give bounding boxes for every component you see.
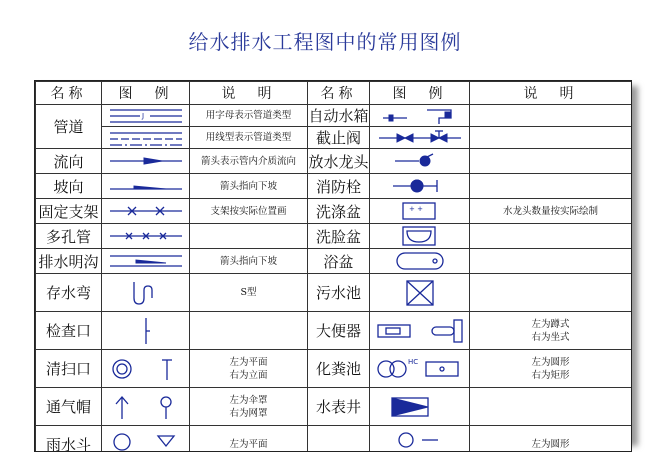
table-row (36, 312, 632, 350)
vent-cap-icon (102, 388, 190, 426)
desc-meter-well (470, 388, 632, 426)
meter-well-icon (370, 388, 470, 426)
sewage-basin-icon (370, 274, 470, 312)
page-title: 给水排水工程图中的常用图例 (0, 26, 650, 55)
name-perforated-pipe: 多孔管 (36, 224, 102, 249)
septic-tank-icon (370, 350, 470, 388)
table-row (36, 274, 632, 312)
name-slope: 坡向 (36, 174, 102, 199)
desc-last-right: 左为圆形 (470, 426, 632, 452)
desc-sink: 水龙头数量按实际绘制 (470, 199, 632, 224)
table-row (36, 174, 632, 199)
name-flow: 流向 (36, 149, 102, 174)
name-meter-well: 水表井 (308, 388, 370, 426)
name-last-right (308, 426, 370, 452)
desc-rain-hopper: 左为平面 (190, 426, 308, 452)
desc-fixed-support: 支架按实际位置画 (190, 199, 308, 224)
name-sink: 洗涤盆 (308, 199, 370, 224)
bathtub-icon (370, 249, 470, 274)
name-sewage-basin: 污水池 (308, 274, 370, 312)
desc-vent-line2: 右为网罩 (190, 407, 307, 420)
hydrant-icon (370, 174, 470, 199)
header-name-right: 名称 (308, 82, 370, 105)
desc-trap: S型 (190, 274, 308, 312)
toilet-icon (370, 312, 470, 350)
septic-label: HC (408, 358, 418, 366)
desc-flow: 箭头表示管内介质流向 (190, 149, 308, 174)
desc-inspection-port (190, 312, 308, 350)
name-pipe: 管道 (36, 105, 102, 149)
name-auto-tank: 自动水箱 (308, 105, 370, 127)
desc-septic-tank (470, 350, 632, 388)
pipe-line-symbol (102, 127, 190, 149)
name-toilet: 大便器 (308, 312, 370, 350)
desc-washbasin (470, 224, 632, 249)
rain-hopper-icon (102, 426, 190, 452)
svg-text:J: J (141, 112, 144, 120)
svg-text:+ +: + + (409, 205, 423, 213)
name-fixed-support: 固定支架 (36, 199, 102, 224)
desc-tap (470, 149, 632, 174)
name-rain-hopper: 雨水斗 (36, 426, 102, 452)
desc-auto-tank (470, 105, 632, 127)
legend-table (35, 81, 632, 452)
cleanout-icon (102, 350, 190, 388)
name-washbasin: 洗脸盆 (308, 224, 370, 249)
name-cleanout: 清扫口 (36, 350, 102, 388)
name-septic-tank: 化粪池 (308, 350, 370, 388)
desc-open-ditch: 箭头指向下坡 (190, 249, 308, 274)
desc-perforated-pipe (190, 224, 308, 249)
name-trap: 存水弯 (36, 274, 102, 312)
desc-bathtub (470, 249, 632, 274)
desc-vent-cap (190, 388, 308, 426)
desc-cleanout-line1: 左为平面 (190, 356, 307, 369)
table-row (36, 199, 632, 224)
inspection-port-icon (102, 312, 190, 350)
header-legend-right: 图 例 (370, 82, 470, 105)
table-row (36, 388, 632, 426)
desc-cleanout-line2: 右为立面 (190, 369, 307, 382)
desc-septic-line1: 左为圆形 (470, 356, 631, 369)
slope-arrow-icon (102, 174, 190, 199)
name-hydrant: 消防栓 (308, 174, 370, 199)
table-row (36, 127, 632, 149)
desc-vent-line1: 左为伞罩 (190, 394, 307, 407)
table-row (36, 105, 632, 127)
header-desc-left: 说 明 (190, 82, 308, 105)
table-row (36, 426, 632, 452)
name-tap: 放水龙头 (308, 149, 370, 174)
open-ditch-icon (102, 249, 190, 274)
desc-hydrant (470, 174, 632, 199)
globe-valve-icon (370, 127, 470, 149)
auto-tank-icon (370, 105, 470, 127)
table-row (36, 350, 632, 388)
washbasin-icon (370, 224, 470, 249)
header-desc-right: 说 明 (470, 82, 632, 105)
sink-icon (370, 199, 470, 224)
name-open-ditch: 排水明沟 (36, 249, 102, 274)
pipe-letter-symbol (102, 105, 190, 127)
last-right-icon (370, 426, 470, 452)
desc-cleanout (190, 350, 308, 388)
table-row (36, 249, 632, 274)
name-bathtub: 浴盆 (308, 249, 370, 274)
tap-icon (370, 149, 470, 174)
s-trap-icon (102, 274, 190, 312)
table-row (36, 149, 632, 174)
desc-toilet-line2: 右为坐式 (470, 331, 631, 344)
header-name-left: 名称 (36, 82, 102, 105)
flow-arrow-icon (102, 149, 190, 174)
name-vent-cap: 通气帽 (36, 388, 102, 426)
legend-sheet (34, 80, 632, 452)
desc-toilet (470, 312, 632, 350)
header-legend-left: 图 例 (102, 82, 190, 105)
desc-slope: 箭头指向下坡 (190, 174, 308, 199)
name-inspection-port: 检查口 (36, 312, 102, 350)
desc-globe-valve (470, 127, 632, 149)
desc-pipe-letter: 用字母表示管道类型 (190, 105, 308, 127)
name-globe-valve: 截止阀 (308, 127, 370, 149)
desc-septic-line2: 右为矩形 (470, 369, 631, 382)
table-row (36, 224, 632, 249)
header-row (36, 82, 632, 105)
desc-toilet-line1: 左为蹲式 (470, 318, 631, 331)
desc-pipe-line: 用线型表示管道类型 (190, 127, 308, 149)
fixed-support-icon (102, 199, 190, 224)
desc-sewage-basin (470, 274, 632, 312)
perforated-pipe-icon (102, 224, 190, 249)
